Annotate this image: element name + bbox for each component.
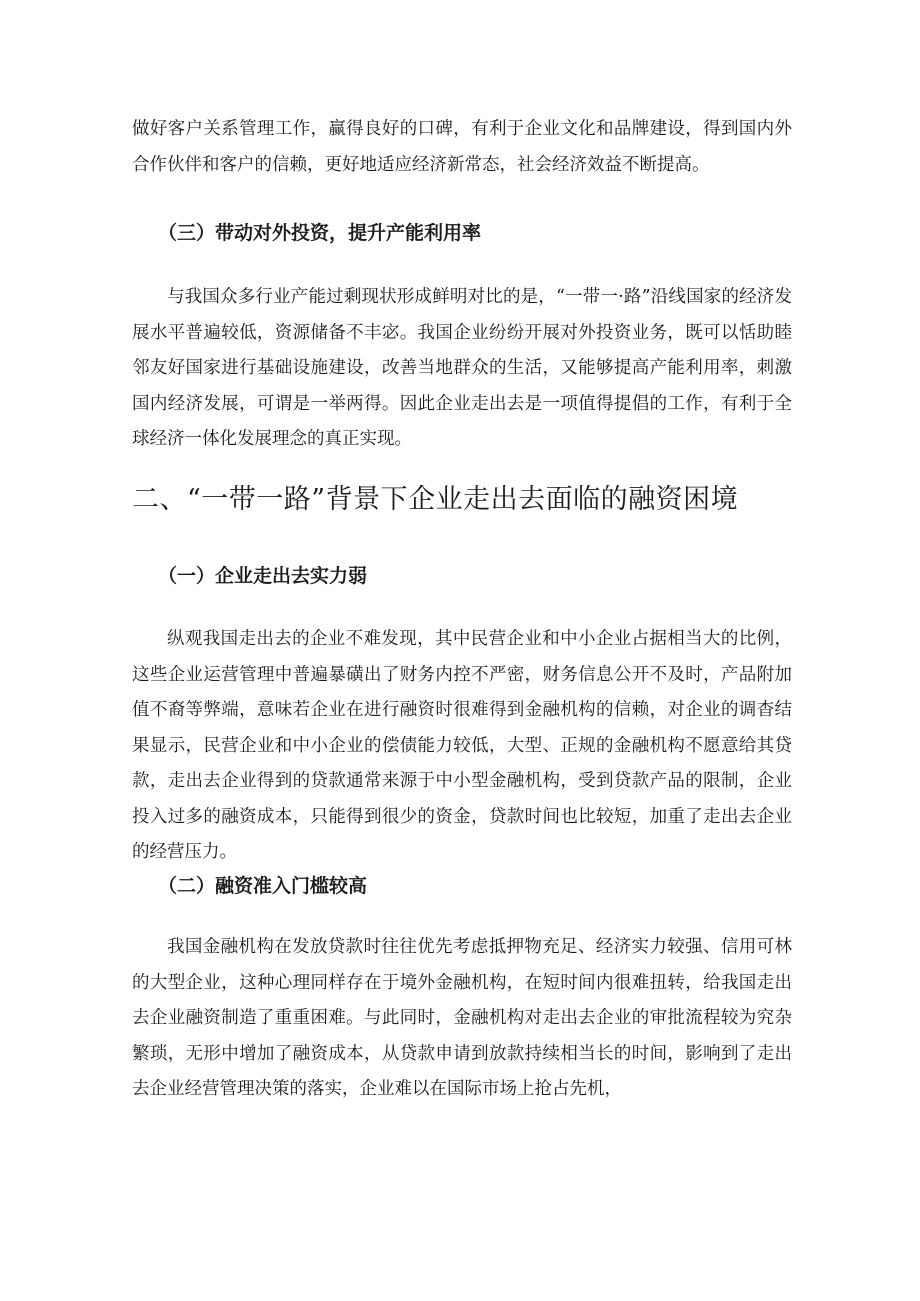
- section-3-paragraph: 与我国众多行业产能过剩现状形成鲜明对比的是，“一带一·路”沿线国家的经济发展水平普遍较低，资源储备不丰宓。我国企业纷纷开展对外投资业务，既可以恬助睦邻友好国家进行基础设施建设，改善当地群众的生活，又能够提高产能利用率，刺激国内经济发展，可谓是一举两得。因此企业走出去是一项值得提倡的工作，有利于全球经济一体化发展理念的真正实现。: [132, 287, 792, 449]
- subsection-1-paragraph: 纵观我国走出去的企业不难发现，其中民营企业和中小企业占据相当大的比例，这些企业运营管理中普遍暴磺出了财务内控不严密，财务信息公开不及时，产品附加值不裔等弊端，意味若企业在进行融资时很难得到金融机构的信赖，对企业的调杳结果显示，民营企业和中小企业的偿债能力较低，大型、正规的金融机构不愿意给其贷款，走出去企业得到的贷款通常来源于中小型金融机构，受到贷款产品的限制，企业投入过多的融资成本，只能得到很少的资金，贷款时间也比较短，加重了走出去企业的经营压力。: [132, 629, 792, 862]
- intro-paragraph: 做好客户关系管理工作，赢得良好的口碑，有利于企业文化和品牌建设，得到国内外合作伙伴和客户的信赖，更好地适应经济新常态，社会经济效益不断提高。: [132, 119, 792, 175]
- subsection-2-paragraph: 我国金融机构在发放贷款时往往优先考虑抵押物充足、经济实力较强、信用可林的大型企业，这种心理同样存在于境外金融机构，在短时间内很难扭转，给我国走出去企业融资制造了重重困难。与此同时，金融机构对走出去企业的审批流程较为究杂繁琐，无形中增加了融资成本，从贷款申请到放款持续相当长的时间，影响到了走出去企业经营管理决策的落实，企业难以在国际市场上抢占先机，: [132, 937, 792, 1099]
- chapter-2-heading: 二、“一带一路”背景下企业走出去面临的融资困境: [132, 484, 739, 515]
- section-3-heading: （三）带动对外投资，提升产能利用率: [158, 222, 482, 244]
- subsection-2-heading: （二）融资准入门槛较高: [158, 875, 368, 897]
- subsection-1-heading: （一）企业走出去实力弱: [158, 565, 368, 587]
